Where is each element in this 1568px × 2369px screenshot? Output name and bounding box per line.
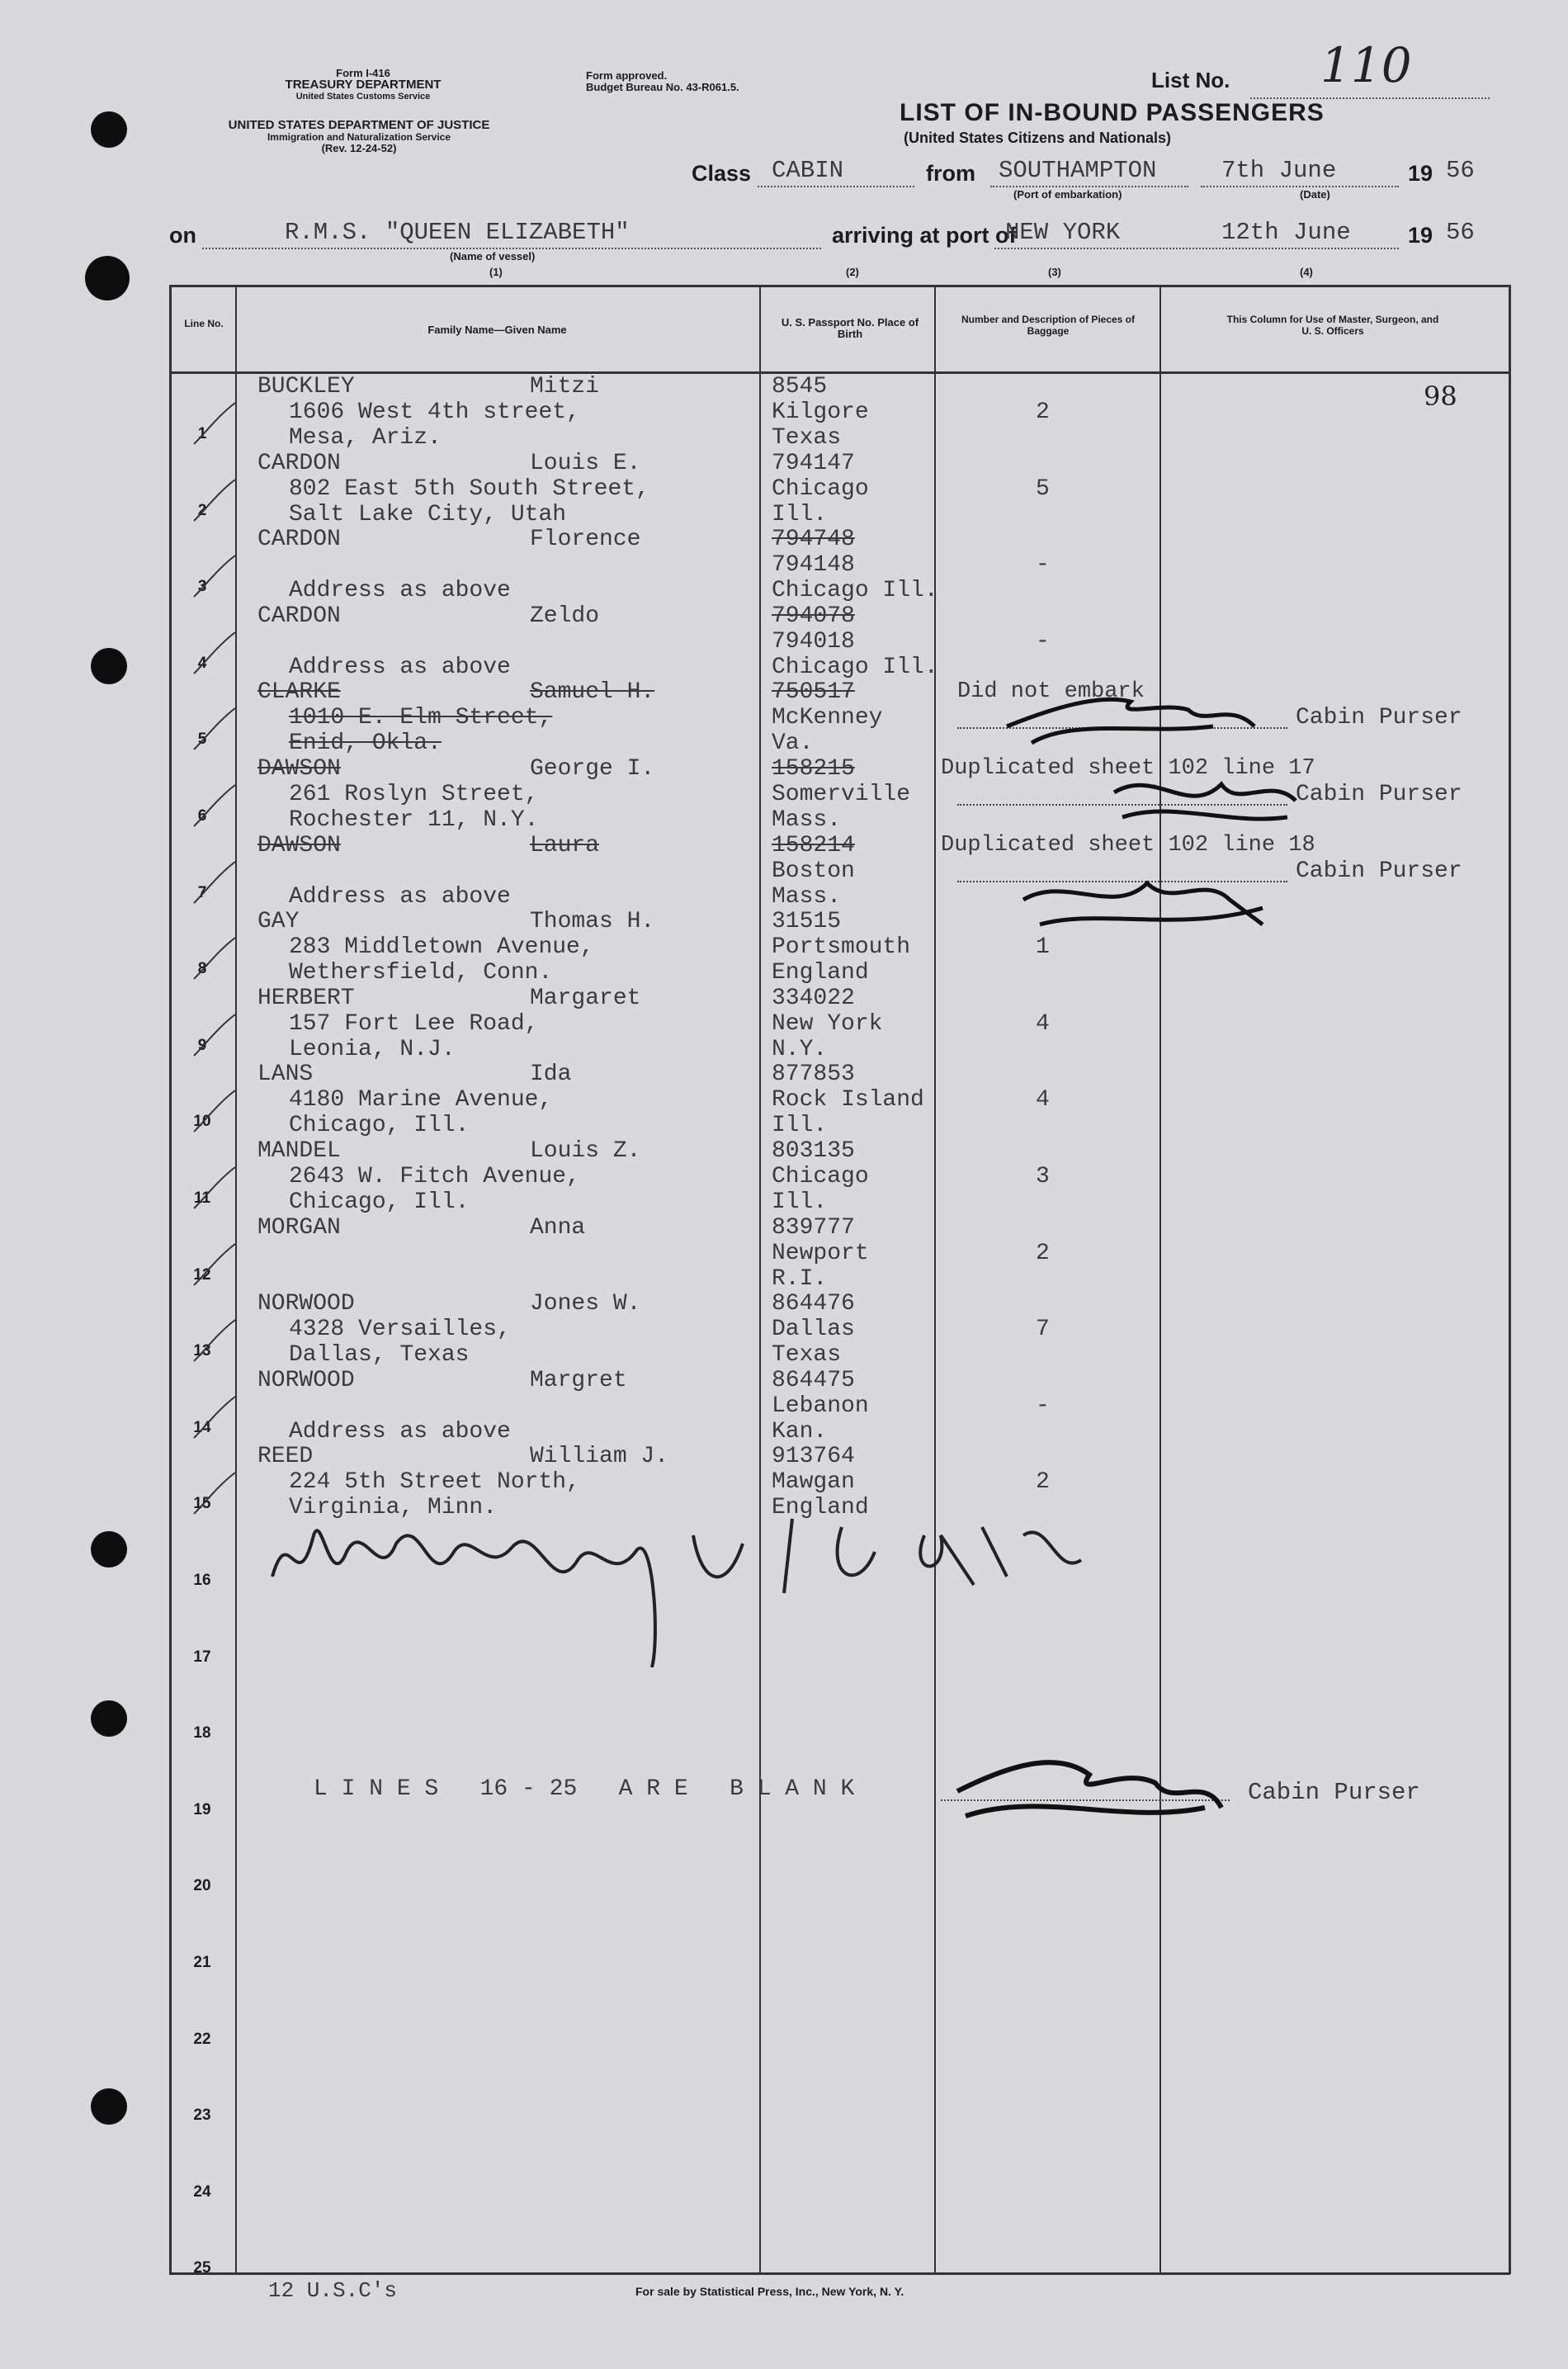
revision-date: (Rev. 12-24-52) bbox=[321, 142, 397, 154]
family-name: LANS bbox=[257, 1062, 314, 1088]
family-name: CARDON bbox=[257, 527, 341, 553]
baggage-remark: Duplicated sheet 102 line 17 bbox=[941, 756, 1315, 781]
passport-number: 158214 bbox=[772, 832, 855, 858]
from-value: SOUTHAMPTON bbox=[999, 157, 1157, 184]
address-line-1: 283 Middletown Avenue, bbox=[289, 934, 594, 961]
check-tick-mark bbox=[190, 399, 239, 448]
arrival-underline bbox=[994, 248, 1399, 249]
line-number: 14 bbox=[193, 1418, 211, 1436]
birth-place-region: R.I. bbox=[772, 1265, 828, 1292]
col-header-baggage: Number and Description of Pieces of Baggage bbox=[961, 314, 1136, 337]
approval-block bbox=[586, 70, 739, 93]
line-number: 22 bbox=[193, 2030, 211, 2048]
address-line-1: 157 Fort Lee Road, bbox=[289, 1010, 539, 1037]
birth-place: Lebanon bbox=[772, 1393, 869, 1419]
on-label: on bbox=[169, 223, 196, 248]
line-number: 6 bbox=[197, 807, 207, 825]
address-line-2: Leonia, N.J. bbox=[289, 1036, 456, 1062]
passport-number: 803135 bbox=[772, 1138, 855, 1164]
baggage-remark: Duplicated sheet 102 line 18 bbox=[941, 832, 1315, 858]
baggage-count: 2 bbox=[1036, 400, 1050, 425]
passport-number: 334022 bbox=[772, 985, 855, 1011]
baggage-count: - bbox=[1036, 1393, 1050, 1419]
check-tick-mark bbox=[190, 858, 239, 907]
address-line-1: 802 East 5th South Street, bbox=[289, 475, 649, 502]
baggage-count: 7 bbox=[1036, 1317, 1050, 1343]
given-name: Margaret bbox=[530, 985, 641, 1011]
vessel-caption: (Name of vessel) bbox=[450, 250, 536, 262]
purser-signature bbox=[999, 677, 1271, 751]
depart-year: 56 bbox=[1446, 157, 1475, 184]
birth-place-region: Chicago Ill. bbox=[772, 578, 938, 604]
birth-place-region: Kan. bbox=[772, 1418, 828, 1445]
birth-place: New York bbox=[772, 1010, 883, 1037]
address-line-2: Salt Lake City, Utah bbox=[289, 501, 567, 527]
baggage-divider bbox=[1159, 285, 1161, 2274]
address-line-2: Address as above bbox=[289, 1418, 511, 1445]
col-number-3: (3) bbox=[1048, 266, 1061, 278]
family-name: NORWOOD bbox=[257, 1367, 355, 1393]
from-underline bbox=[990, 186, 1188, 187]
birth-place-region: Texas bbox=[772, 425, 842, 451]
family-name: NORWOOD bbox=[257, 1291, 355, 1317]
punch-hole bbox=[85, 256, 130, 300]
baggage-count: 4 bbox=[1036, 1087, 1050, 1114]
given-name: George I. bbox=[530, 756, 655, 782]
family-name: DAWSON bbox=[257, 832, 341, 858]
budget-bureau-number: Budget Bureau No. 43-R061.5. bbox=[586, 81, 739, 93]
given-name: Jones W. bbox=[530, 1291, 641, 1317]
address-line-1: 1010 E. Elm Street, bbox=[289, 705, 553, 731]
birth-place-region: Ill. bbox=[772, 1113, 828, 1139]
given-name: Louis Z. bbox=[530, 1138, 641, 1164]
given-name: Ida bbox=[530, 1062, 572, 1088]
address-line-2: Chicago, Ill. bbox=[289, 1113, 470, 1139]
line-number: 12 bbox=[193, 1265, 211, 1284]
birth-place: 794148 bbox=[772, 552, 855, 579]
purser-label: Cabin Purser bbox=[1296, 705, 1462, 731]
line-number: 4 bbox=[197, 654, 207, 672]
birth-place-region: England bbox=[772, 960, 869, 986]
arrival-port: NEW YORK bbox=[1005, 219, 1121, 246]
line-number: 24 bbox=[193, 2182, 211, 2201]
col-number-1: (1) bbox=[489, 266, 503, 278]
page-subtitle: (United States Citizens and Nationals) bbox=[904, 130, 1172, 146]
birth-place: McKenney bbox=[772, 705, 883, 731]
purser-signature bbox=[941, 1742, 1238, 1832]
table-top-border bbox=[169, 285, 1510, 287]
year-prefix: 19 bbox=[1408, 161, 1433, 186]
address-line-2: Chicago, Ill. bbox=[289, 1189, 470, 1215]
line-number: 13 bbox=[193, 1342, 211, 1360]
baggage-count: 2 bbox=[1036, 1240, 1050, 1266]
check-tick-mark bbox=[190, 628, 239, 678]
passport-number: 8545 bbox=[772, 374, 828, 400]
given-name: Samuel H. bbox=[530, 679, 655, 706]
given-name: Laura bbox=[530, 832, 600, 858]
class-label: Class bbox=[692, 161, 752, 186]
handwritten-annotation bbox=[264, 1502, 1172, 1667]
family-name: BUCKLEY bbox=[257, 374, 355, 400]
depart-date-underline bbox=[1201, 186, 1399, 187]
check-tick-mark bbox=[190, 1393, 239, 1442]
form-number-block bbox=[239, 68, 487, 102]
line-number: 7 bbox=[197, 883, 207, 901]
list-no-label: List No. bbox=[1151, 68, 1230, 92]
blank-lines-note: L I N E S 16 - 25 A R E B L A N K bbox=[314, 1776, 855, 1802]
vessel-name: R.M.S. "QUEEN ELIZABETH" bbox=[285, 219, 630, 246]
check-tick-mark bbox=[190, 475, 239, 525]
birth-place: Dallas bbox=[772, 1317, 855, 1343]
customs-service: United States Customs Service bbox=[295, 92, 431, 102]
family-name: REED bbox=[257, 1444, 314, 1470]
col-header-line-no: Line No. bbox=[184, 318, 224, 329]
address-line-2: Wethersfield, Conn. bbox=[289, 960, 553, 986]
check-tick-mark bbox=[190, 1468, 239, 1518]
line-number: 1 bbox=[197, 425, 207, 442]
address-line-1: 261 Roslyn Street, bbox=[289, 782, 539, 807]
date-caption: (Date) bbox=[1300, 188, 1330, 201]
baggage-count: 5 bbox=[1036, 475, 1050, 502]
baggage-count: 1 bbox=[1036, 934, 1050, 961]
col-header-name: Family Name—Given Name bbox=[427, 324, 567, 336]
arrival-year: 56 bbox=[1446, 219, 1475, 246]
col-number-4: (4) bbox=[1300, 266, 1313, 278]
dept-of-justice: UNITED STATES DEPARTMENT OF JUSTICE bbox=[228, 118, 490, 132]
birth-place: Newport bbox=[772, 1240, 869, 1266]
class-underline bbox=[758, 186, 914, 187]
punch-hole bbox=[91, 2088, 127, 2125]
check-tick-mark bbox=[190, 934, 239, 983]
given-name: Mitzi bbox=[530, 374, 600, 400]
passport-number: 913764 bbox=[772, 1444, 855, 1470]
address-line-2: Address as above bbox=[289, 578, 511, 604]
given-name: Louis E. bbox=[530, 450, 641, 476]
check-tick-mark bbox=[190, 1240, 239, 1289]
from-label: from bbox=[926, 161, 975, 186]
line-number: 18 bbox=[193, 1724, 211, 1742]
form-approved: Form approved. bbox=[586, 69, 668, 82]
birth-place-region: England bbox=[772, 1495, 869, 1521]
address-line-2: Enid, Okla. bbox=[289, 731, 442, 757]
check-tick-mark bbox=[190, 704, 239, 754]
address-line-2: Mesa, Ariz. bbox=[289, 425, 442, 451]
family-name: MORGAN bbox=[257, 1214, 341, 1241]
justice-block bbox=[169, 120, 549, 154]
passport-number: 877853 bbox=[772, 1062, 855, 1088]
address-line-1: 4328 Versailles, bbox=[289, 1317, 511, 1343]
check-tick-mark bbox=[190, 1316, 239, 1365]
address-line-2: Address as above bbox=[289, 654, 511, 680]
form-number: Form I-416 bbox=[336, 67, 390, 79]
line-number: 3 bbox=[197, 578, 207, 596]
passport-number: 864475 bbox=[772, 1367, 855, 1393]
baggage-remark: Did not embark bbox=[957, 679, 1145, 705]
family-name: GAY bbox=[257, 909, 300, 935]
purser-label: Cabin Purser bbox=[1296, 858, 1462, 884]
passport-number: 158215 bbox=[772, 756, 855, 782]
given-name: Margret bbox=[530, 1367, 627, 1393]
arrival-date: 12th June bbox=[1221, 219, 1351, 246]
given-name: William J. bbox=[530, 1444, 669, 1470]
line-number: 17 bbox=[193, 1648, 211, 1666]
line-number: 21 bbox=[193, 1954, 211, 1971]
passport-number: 750517 bbox=[772, 679, 855, 706]
family-name: CARDON bbox=[257, 603, 341, 629]
birth-place-region: Mass. bbox=[772, 883, 842, 910]
passport-number: 794748 bbox=[772, 527, 855, 553]
footer-count: 12 U.S.C's bbox=[268, 2278, 398, 2303]
line-number: 2 bbox=[197, 501, 207, 519]
birth-place: 794018 bbox=[772, 628, 855, 655]
line-number: 25 bbox=[193, 2259, 211, 2277]
officer-note: 98 bbox=[1424, 381, 1457, 412]
address-line-2: Rochester 11, N.Y. bbox=[289, 807, 539, 833]
birth-place: Mawgan bbox=[772, 1469, 855, 1496]
purser-signature bbox=[1106, 759, 1304, 834]
line-number: 8 bbox=[197, 960, 207, 978]
birth-place-region: Ill. bbox=[772, 1189, 828, 1215]
birth-place: Rock Island bbox=[772, 1087, 924, 1114]
birth-place-region: Va. bbox=[772, 731, 814, 757]
birth-place-region: N.Y. bbox=[772, 1036, 828, 1062]
list-no-value: 110 bbox=[1320, 37, 1412, 93]
page-title: LIST OF IN-BOUND PASSENGERS bbox=[900, 99, 1325, 126]
footer-printer: For sale by Statistical Press, Inc., New York, N. Y. bbox=[635, 2285, 904, 2298]
baggage-count: 4 bbox=[1036, 1010, 1050, 1037]
port-caption: (Port of embarkation) bbox=[1013, 188, 1122, 201]
punch-hole bbox=[91, 1700, 127, 1737]
baggage-count: - bbox=[1036, 552, 1050, 579]
birth-place-region: Ill. bbox=[772, 501, 828, 527]
passport-number: 794078 bbox=[772, 603, 855, 629]
arrival-year-prefix: 19 bbox=[1408, 223, 1433, 248]
depart-date: 7th June bbox=[1221, 157, 1337, 184]
immigration-service: Immigration and Naturalization Service bbox=[267, 131, 451, 143]
given-name: Florence bbox=[530, 527, 641, 553]
passport-number: 794147 bbox=[772, 450, 855, 476]
birth-place: Portsmouth bbox=[772, 934, 911, 961]
treasury-department: TREASURY DEPARTMENT bbox=[285, 78, 442, 92]
table-bottom-border bbox=[169, 2272, 1510, 2275]
blank-purser-label: Cabin Purser bbox=[1248, 1779, 1420, 1806]
purser-label: Cabin Purser bbox=[1296, 782, 1462, 807]
address-line-2: Dallas, Texas bbox=[289, 1342, 470, 1369]
check-tick-mark bbox=[190, 1010, 239, 1060]
birth-place: Boston bbox=[772, 858, 855, 884]
col-header-passport: U. S. Passport No. Place of Birth bbox=[781, 316, 919, 340]
birth-place: Kilgore bbox=[772, 400, 869, 425]
table-right-border bbox=[1509, 285, 1511, 2274]
check-tick-mark bbox=[190, 781, 239, 830]
given-name: Thomas H. bbox=[530, 909, 655, 935]
birth-place-region: Mass. bbox=[772, 807, 842, 833]
name-divider bbox=[759, 285, 761, 2274]
family-name: CARDON bbox=[257, 450, 341, 476]
birth-place-region: Texas bbox=[772, 1342, 842, 1369]
birth-place: Chicago bbox=[772, 475, 869, 502]
passport-number: 864476 bbox=[772, 1291, 855, 1317]
birth-place: Chicago bbox=[772, 1164, 869, 1189]
check-tick-mark bbox=[190, 551, 239, 601]
line-number: 23 bbox=[193, 2107, 211, 2125]
given-name: Zeldo bbox=[530, 603, 600, 629]
vessel-underline bbox=[202, 248, 821, 249]
line-number: 16 bbox=[193, 1572, 211, 1589]
col-header-officers: This Column for Use of Master, Surgeon, and U. S. Officers bbox=[1226, 314, 1439, 337]
address-line-2: Address as above bbox=[289, 883, 511, 910]
check-tick-mark bbox=[190, 1163, 239, 1213]
given-name: Anna bbox=[530, 1214, 586, 1241]
address-line-2: Virginia, Minn. bbox=[289, 1495, 498, 1521]
line-number: 9 bbox=[197, 1036, 207, 1054]
check-tick-mark bbox=[190, 1086, 239, 1136]
arriving-label: arriving at port of bbox=[832, 223, 1017, 248]
address-line-1: 224 5th Street North, bbox=[289, 1469, 580, 1496]
baggage-count: 3 bbox=[1036, 1164, 1050, 1189]
line-number: 11 bbox=[193, 1189, 211, 1207]
family-name: MANDEL bbox=[257, 1138, 341, 1164]
address-line-1: 1606 West 4th street, bbox=[289, 400, 580, 425]
baggage-count: - bbox=[1036, 628, 1050, 655]
line-number: 5 bbox=[197, 731, 207, 749]
birth-place-region: Chicago Ill. bbox=[772, 654, 938, 680]
class-value: CABIN bbox=[772, 157, 844, 184]
line-number: 15 bbox=[193, 1495, 211, 1513]
line-number: 10 bbox=[193, 1113, 211, 1131]
punch-hole bbox=[91, 1531, 127, 1568]
address-line-1: 2643 W. Fitch Avenue, bbox=[289, 1164, 580, 1189]
table-header-bottom bbox=[169, 371, 1510, 374]
baggage-count: 2 bbox=[1036, 1469, 1050, 1496]
punch-hole bbox=[91, 648, 127, 684]
passport-number: 839777 bbox=[772, 1214, 855, 1241]
line-number: 20 bbox=[193, 1877, 211, 1895]
family-name: CLARKE bbox=[257, 679, 341, 706]
birth-place: Somerville bbox=[772, 782, 911, 807]
purser-signature bbox=[1015, 858, 1287, 941]
family-name: HERBERT bbox=[257, 985, 355, 1011]
family-name: DAWSON bbox=[257, 756, 341, 782]
col-number-2: (2) bbox=[846, 266, 859, 278]
passport-number: 31515 bbox=[772, 909, 842, 935]
address-line-1: 4180 Marine Avenue, bbox=[289, 1087, 553, 1114]
punch-hole bbox=[91, 111, 127, 148]
line-number: 19 bbox=[193, 1800, 211, 1818]
